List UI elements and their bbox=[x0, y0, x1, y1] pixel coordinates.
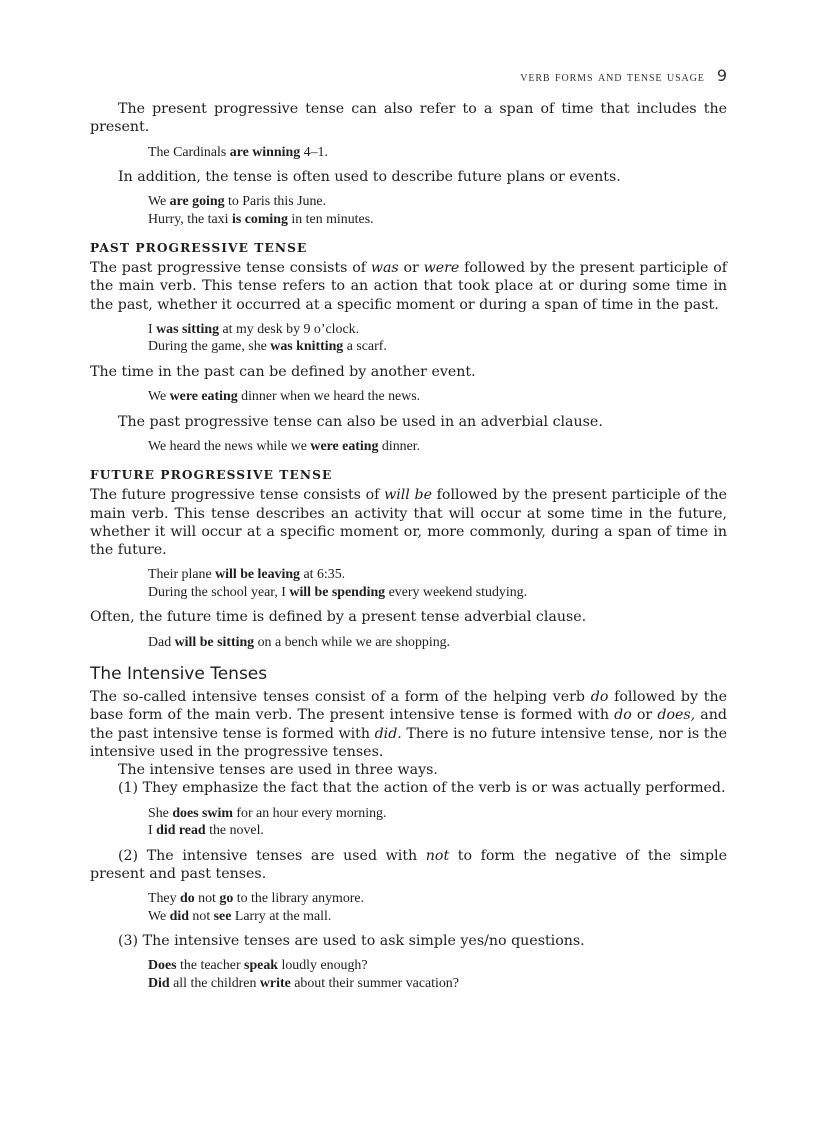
bold-verb: did read bbox=[156, 823, 206, 839]
page-body bbox=[90, 100, 727, 999]
text-run: Dad bbox=[148, 634, 175, 650]
text-run: to Paris this June. bbox=[224, 194, 327, 210]
paragraph bbox=[90, 259, 727, 314]
text-run: Hurry, the taxi bbox=[148, 211, 232, 227]
text-run: all the children bbox=[169, 975, 260, 991]
paragraph bbox=[90, 363, 727, 381]
example-sentence bbox=[148, 975, 727, 992]
paragraph bbox=[90, 413, 727, 431]
example-block bbox=[148, 193, 727, 228]
text-run: The future progressive tense consists of bbox=[90, 487, 385, 504]
text-run: The present progressive tense can also refer to a span of time that includes the present. bbox=[90, 101, 727, 136]
text-run: the novel. bbox=[205, 823, 264, 839]
example-block bbox=[148, 321, 727, 356]
text-run: During the game, she bbox=[148, 339, 271, 355]
text-run: or bbox=[631, 707, 658, 724]
text-run: 4–1. bbox=[300, 144, 328, 160]
paragraph bbox=[90, 100, 727, 137]
bold-verb: will be sitting bbox=[174, 634, 255, 650]
italic-term: does, bbox=[657, 707, 696, 724]
example-sentence bbox=[148, 908, 727, 925]
example-block bbox=[148, 634, 727, 651]
text-run: The so-called intensive tenses consist of a form of the helping verb bbox=[90, 688, 591, 705]
italic-term: do bbox=[590, 688, 609, 705]
text-run: loudly enough? bbox=[278, 958, 368, 974]
bold-verb: was knitting bbox=[270, 339, 344, 355]
subsection-heading: FUTURE PROGRESSIVE TENSE bbox=[90, 468, 333, 483]
example-sentence bbox=[148, 805, 727, 822]
example-sentence bbox=[148, 566, 727, 583]
text-run: The past progressive tense consists of bbox=[90, 260, 371, 277]
text-run: The Cardinals bbox=[148, 144, 230, 160]
text-run: to form the negative of the simple present and past tenses. bbox=[90, 847, 727, 882]
running-head bbox=[520, 66, 727, 86]
example-sentence bbox=[148, 338, 727, 355]
bold-verb: go bbox=[219, 891, 234, 907]
bold-verb: does swim bbox=[172, 805, 233, 821]
text-run: and the past intensive tense is formed with bbox=[90, 707, 727, 742]
text-run: to the library anymore. bbox=[233, 891, 365, 907]
text-run: The past progressive tense can also be used in an adverbial clause. bbox=[118, 413, 603, 430]
bold-verb: is coming bbox=[231, 211, 288, 227]
italic-term: do bbox=[614, 707, 632, 724]
text-run: on a bench while we are shopping. bbox=[254, 634, 451, 650]
example-sentence bbox=[148, 822, 727, 839]
text-run: In addition, the tense is often used to describe future plans or events. bbox=[118, 169, 621, 185]
example-block bbox=[148, 144, 727, 161]
italic-term: will be bbox=[384, 487, 432, 504]
text-run: I bbox=[148, 322, 157, 337]
text-run: for an hour every morning. bbox=[232, 805, 387, 821]
text-run: She bbox=[148, 805, 173, 821]
bold-verb: see bbox=[213, 908, 232, 924]
text-run: Their plane bbox=[148, 567, 216, 583]
example-sentence bbox=[148, 388, 727, 405]
bold-verb: will be leaving bbox=[215, 567, 300, 583]
running-title: verb forms and tense usage bbox=[520, 69, 705, 85]
bold-verb: are going bbox=[169, 194, 225, 210]
text-run: dinner. bbox=[378, 438, 421, 454]
example-sentence bbox=[148, 957, 727, 974]
text-run: We bbox=[148, 908, 170, 924]
text-run: During the school year, I bbox=[148, 584, 290, 600]
bold-verb: Did bbox=[148, 975, 170, 991]
example-sentence bbox=[148, 634, 727, 651]
text-run: We bbox=[148, 194, 170, 210]
bold-verb: are winning bbox=[229, 144, 301, 160]
example-sentence bbox=[148, 321, 727, 338]
text-run: (3) The intensive tenses are used to ask simple yes/no questions. bbox=[118, 932, 585, 949]
text-run: at my desk by 9 o’clock. bbox=[219, 322, 360, 337]
section-heading: The Intensive Tenses bbox=[90, 663, 268, 684]
text-run: They bbox=[148, 891, 181, 907]
bold-verb: Does bbox=[148, 958, 177, 974]
example-sentence bbox=[148, 144, 727, 161]
text-run: in ten minutes. bbox=[287, 211, 374, 227]
text-run: followed by the present participle of the main verb. This tense refers to an action that took place at or during some time in the past, whether it occurred at a specific moment or during a span of time in the past. bbox=[90, 260, 727, 313]
text-run: dinner when we heard the news. bbox=[237, 389, 421, 405]
paragraph bbox=[90, 779, 727, 797]
example-block bbox=[148, 438, 727, 455]
text-run: not bbox=[194, 891, 220, 907]
example-sentence bbox=[148, 211, 727, 228]
text-run: a scarf. bbox=[343, 339, 387, 355]
example-block bbox=[148, 957, 727, 992]
paragraph bbox=[90, 847, 727, 884]
text-run: the teacher bbox=[176, 958, 245, 974]
bold-verb: write bbox=[259, 975, 291, 991]
text-run: (1) They emphasize the fact that the action of the verb is or was actually performed. bbox=[118, 780, 726, 797]
paragraph bbox=[90, 932, 727, 950]
example-block bbox=[148, 566, 727, 601]
bold-verb: were eating bbox=[169, 389, 238, 405]
bold-verb: were eating bbox=[310, 438, 379, 454]
text-run: We bbox=[148, 389, 170, 405]
example-block bbox=[148, 805, 727, 840]
text-run: There is no future intensive tense, nor is the intensive used in the progressive tenses. bbox=[90, 725, 727, 760]
page-number: 9 bbox=[716, 66, 727, 85]
text-run: followed by the present participle of the main verb. This tense describes an activity that will occur at some time in the future, whether it will occur at a specific moment or, more commonly, during a span of time in the future. bbox=[90, 487, 727, 559]
italic-term: was bbox=[370, 260, 399, 277]
text-run: every weekend studying. bbox=[385, 584, 528, 600]
example-block bbox=[148, 890, 727, 925]
text-run: I bbox=[148, 823, 157, 839]
text-run: or bbox=[398, 260, 424, 277]
bold-verb: did bbox=[169, 908, 189, 924]
text-run: about their summer vacation? bbox=[290, 975, 459, 991]
example-sentence bbox=[148, 890, 727, 907]
bold-verb: speak bbox=[244, 958, 279, 974]
paragraph bbox=[90, 688, 727, 761]
subsection-heading: PAST PROGRESSIVE TENSE bbox=[90, 241, 308, 256]
example-sentence bbox=[148, 584, 727, 601]
paragraph bbox=[90, 168, 727, 186]
italic-term: not bbox=[425, 847, 450, 864]
text-run: at 6:35. bbox=[300, 567, 346, 583]
example-sentence bbox=[148, 193, 727, 210]
text-run: (2) The intensive tenses are used with bbox=[118, 847, 426, 864]
text-run: followed by the base form of the main verb. The present intensive tense is formed with bbox=[90, 688, 727, 724]
bold-verb: do bbox=[180, 891, 195, 907]
paragraph bbox=[90, 486, 727, 559]
example-block bbox=[148, 388, 727, 405]
text-run: We heard the news while we bbox=[148, 438, 311, 454]
text-run: Larry at the mall. bbox=[231, 908, 332, 924]
bold-verb: was sitting bbox=[156, 322, 220, 337]
paragraph bbox=[90, 608, 727, 626]
text-run: Often, the future time is defined by a present tense adverbial clause. bbox=[90, 609, 587, 626]
example-sentence bbox=[148, 438, 727, 455]
text-run: The intensive tenses are used in three ways. bbox=[118, 762, 438, 779]
italic-term: were bbox=[423, 260, 460, 277]
paragraph bbox=[90, 761, 727, 779]
text-run: not bbox=[188, 908, 214, 924]
italic-term: did. bbox=[374, 725, 402, 742]
text-run: The time in the past can be defined by another event. bbox=[90, 363, 476, 380]
bold-verb: will be spending bbox=[289, 584, 386, 600]
